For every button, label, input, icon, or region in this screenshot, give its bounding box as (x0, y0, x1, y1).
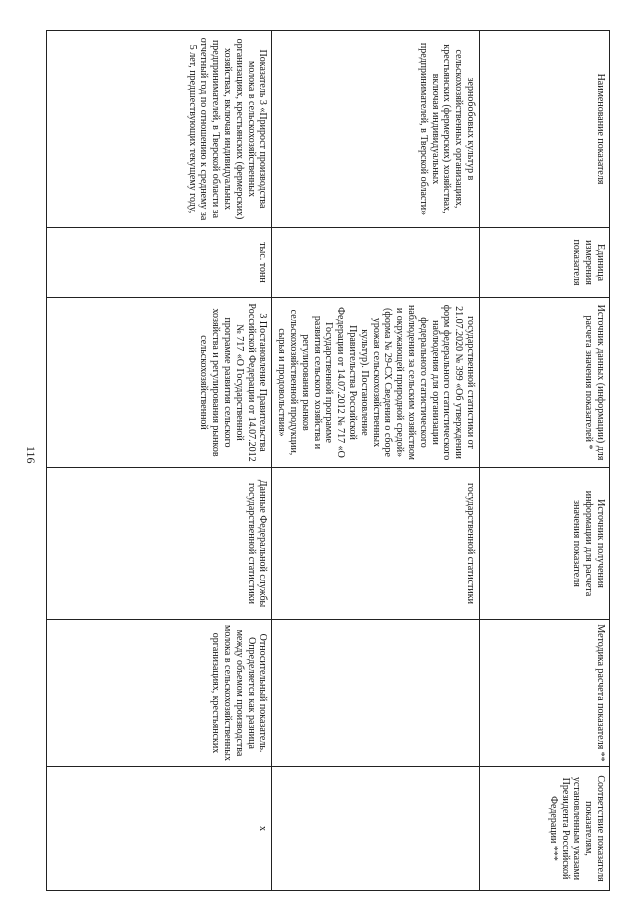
cell-decree-compliance: х (47, 767, 272, 891)
cell-info-source: государственной статистики (272, 468, 480, 620)
header-unit: Единица измерения показателя (480, 228, 610, 298)
table-header-row (480, 31, 610, 891)
header-calculation-method: Методика расчета показателя ** (480, 620, 610, 767)
table-row (272, 31, 480, 891)
cell-calculation-method (272, 620, 480, 767)
cell-unit: тыс. тонн (47, 228, 272, 298)
cell-decree-compliance (272, 767, 480, 891)
header-decree-compliance: Соответствие показателя показателям, установленным указами Президента Российской Федерации *** (480, 767, 610, 891)
cell-unit (272, 228, 480, 298)
indicator-table (46, 30, 610, 891)
cell-indicator-name: зернобобовых культур в сельскохозяйственных организациях, крестьянских (фермерских) хозяйствах, включая индивидуальных предпринимателей, в Тверской области» (272, 31, 480, 228)
header-indicator-name: Наименование показателя (480, 31, 610, 228)
header-info-source: Источник получения информации для расчета значения показателя (480, 468, 610, 620)
table-row (47, 31, 272, 891)
cell-data-source: 3 Постановление Правительства Российской Федерации от 14.07.2012 № 717 «О Государственной программе развития сельского хозяйства и регулирования рынков сельскохозяйственной (47, 298, 272, 468)
indicator-table-rotated (85, 30, 610, 890)
header-data-source: Источник данных (информации) для расчета значения показателей * (480, 298, 610, 468)
page-number: 116 (24, 446, 38, 464)
cell-data-source: государственной статистики от 21.07.2020 № 399 «Об утверждении форм федерального статистического наблюдения для организации федерального статистического наблюдения за сельским хозяйством и окружающей природной средой» (форма № 29-СХ Сведения о сборе урожая сельскохозяйственных культур). Постановление Правительства Российской Федерации от 14.07.2012 № 717 «О Государственной программе развития сельского хозяйства и регулирования рынков сельскохозяйственной продукции, сырья и продовольствия» (272, 298, 480, 468)
cell-indicator-name: Показатель 3 «Прирост производства молока в сельскохозяйственных организациях, крестьянских (фермерских) хозяйствах, включая индивидуальных предпринимателей, в Тверской области за отчетный год по отношению к среднему за 5 лет, предшествующих текущему году, (47, 31, 272, 228)
cell-info-source: Данные Федеральной службы государственной статистики (47, 468, 272, 620)
cell-calculation-method: Относительный показатель. Определяется как разница между объемом производства молока в сельскохозяйственных организациях, крестьянских (47, 620, 272, 767)
